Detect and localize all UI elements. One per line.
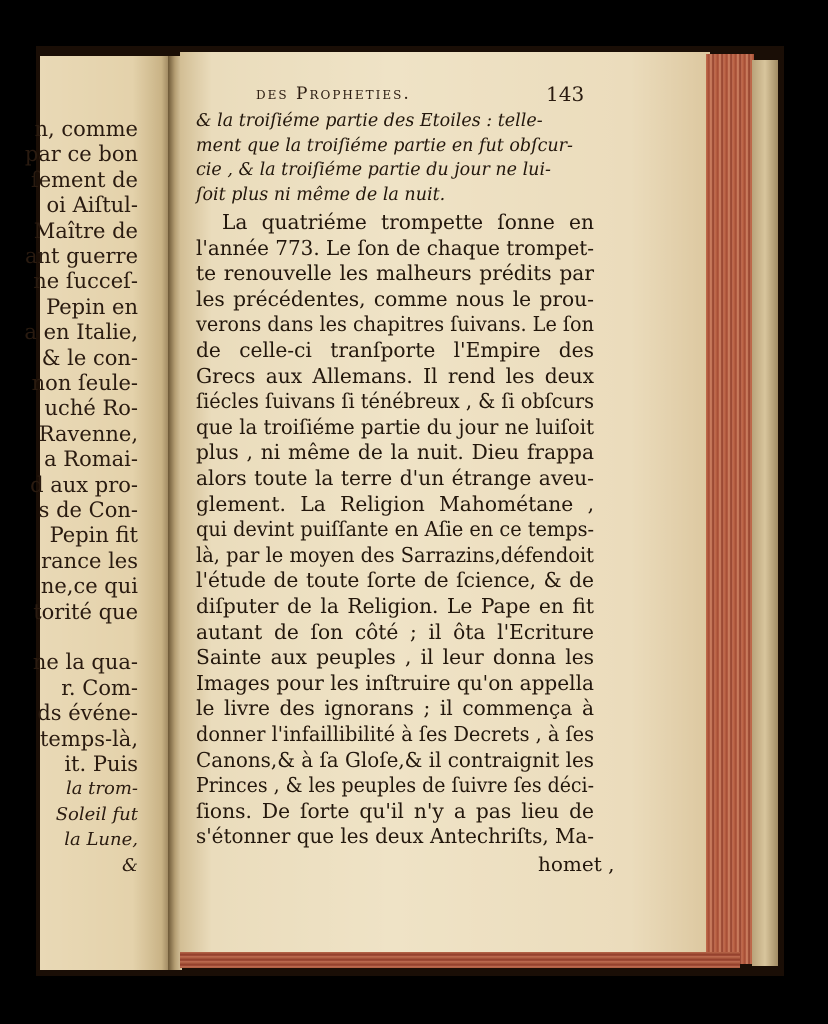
left-page-line: Maître de: [33, 218, 138, 243]
body-line: verons dans les chapitres ſuivans. Le ſon: [196, 312, 594, 337]
bottom-page-edge: [180, 952, 740, 968]
left-page-line: Soleil fut: [55, 803, 138, 825]
left-page-line: la trom-: [65, 778, 138, 800]
left-page-line: ant guerre: [24, 244, 138, 268]
italic-line: & la troiſiéme partie des Etoiles : telle-: [196, 111, 543, 131]
body-line: autant de ſon côté ; il ôta l'Ecriture: [196, 619, 594, 644]
body-line: qui devint puiſſante en Aſie en ce temps-: [196, 517, 594, 542]
left-page-line: n, comme: [34, 117, 138, 141]
body-line: diſputer de la Religion. Le Pape en fit: [196, 594, 594, 618]
body-line: Canons,& à ſa Gloſe,& il contraignit les: [196, 747, 594, 772]
page-number: 143: [546, 82, 585, 106]
left-page-line: ne,ce qui: [40, 574, 138, 599]
left-page-line: & le con-: [41, 345, 138, 370]
page-edges: [706, 54, 754, 964]
left-page-line: &: [121, 854, 138, 876]
left-page-line: la Lune,: [64, 829, 138, 851]
left-page-line: oi Aiſtul-: [46, 193, 138, 218]
body-line: Sainte aux peuples , il leur donna les: [196, 645, 594, 670]
left-page-line: it. Puis: [64, 752, 138, 776]
body-line: de celle-ci tranſporte l'Empire des: [196, 338, 594, 362]
left-page-line: temps-là,: [39, 726, 138, 751]
body-line: glement. La Religion Mahométane ,: [196, 491, 594, 516]
left-page-line: a en Italie,: [24, 320, 138, 345]
italic-line: cie , & la troiſiéme partie du jour ne lui-: [196, 160, 551, 180]
left-page-line: ds événe-: [37, 701, 138, 726]
italic-line: ſoit plus ni même de la nuit.: [196, 184, 446, 205]
body-line: Grecs aux Allemans. Il rend les deux: [196, 363, 594, 388]
body-line: là, par le moyen des Sarrazins,défendoit: [196, 542, 594, 567]
left-page-line: uché Ro-: [44, 396, 138, 421]
left-page-line: Pepin fit: [49, 523, 138, 548]
body-line: plus , ni même de la nuit. Dieu frappa: [196, 440, 594, 465]
left-page-line: a Romai-: [44, 447, 138, 472]
left-page-line: s de Con-: [38, 498, 138, 522]
left-page-line: torité que: [33, 599, 138, 624]
body-line: La quatriéme trompette ſonne en: [222, 210, 594, 234]
left-page-line: non ſeule-: [31, 371, 138, 395]
left-page-line: ne ſucceſ-: [33, 269, 138, 294]
body-line: Princes , & les peuples de ſuivre ſes déci-: [196, 773, 594, 798]
body-line: donner l'infaillibilité à ſes Decrets , à ſes: [196, 722, 594, 746]
body-line: que la troiſiéme partie du jour ne luiſoit: [196, 414, 594, 439]
left-page-line: ſement de: [30, 167, 138, 192]
book-cover-board: [752, 60, 778, 966]
body-line: ſiécles ſuivans ſi ténébreux , & ſi obſcurs: [196, 389, 594, 414]
body-line: l'étude de toute ſorte de ſcience, & de: [196, 568, 594, 593]
italic-line: ment que la troiſiéme partie en fut obſcur-: [196, 135, 573, 156]
body-line: ſions. De ſorte qu'il n'y a pas lieu de: [196, 798, 594, 823]
left-page-line: par ce bon: [24, 142, 138, 167]
running-head: des Propheties.: [256, 84, 411, 104]
body-line: s'étonner que les deux Antechriſts, Ma-: [196, 824, 594, 849]
left-page-line: rance les: [41, 548, 138, 573]
left-page-line: d aux pro-: [30, 472, 138, 497]
body-line: te renouvelle les malheurs prédits par: [196, 261, 594, 286]
body-line: alors toute la terre d'un étrange aveu-: [196, 466, 594, 490]
body-line: le livre des ignorans ; il commença à: [196, 696, 594, 721]
left-page-line: Ravenne,: [38, 421, 138, 446]
left-page-line: Pepin en: [46, 294, 138, 319]
left-page: [24, 56, 172, 970]
catchword: homet ,: [538, 852, 615, 876]
body-line: Images pour les inſtruire qu'on appella: [196, 670, 594, 695]
body-line: les précédentes, comme nous le prou-: [196, 286, 594, 311]
left-page-line: ne la qua-: [32, 650, 138, 675]
left-page-line: r. Com-: [61, 675, 138, 700]
body-line: l'année 773. Le ſon de chaque trompet-: [196, 235, 594, 260]
